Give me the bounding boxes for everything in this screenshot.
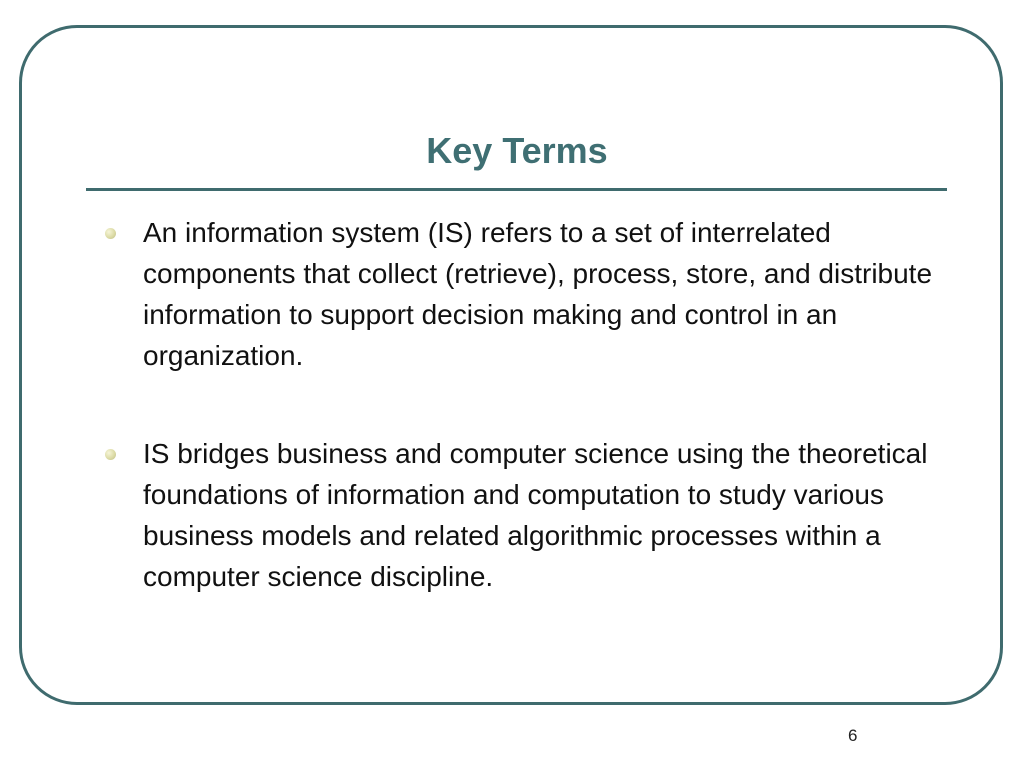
bullet-dot-icon <box>105 228 116 239</box>
bullet-text-1: An information system (IS) refers to a set of interrelated components that collect (retrieve), process, store, and distribute information to support decision making and control in an organization. <box>143 217 933 371</box>
slide-title: Key Terms <box>426 130 608 171</box>
bullet-text-2: IS bridges business and computer science using the theoretical foundations of information and computation to study various business models and related algorithmic processes within a computer science discipline. <box>143 438 928 592</box>
bullet-dot-icon <box>105 449 116 460</box>
page-number: 6 <box>848 726 858 745</box>
bullet-item-1 <box>143 212 943 376</box>
bullet-item-2 <box>143 433 943 597</box>
